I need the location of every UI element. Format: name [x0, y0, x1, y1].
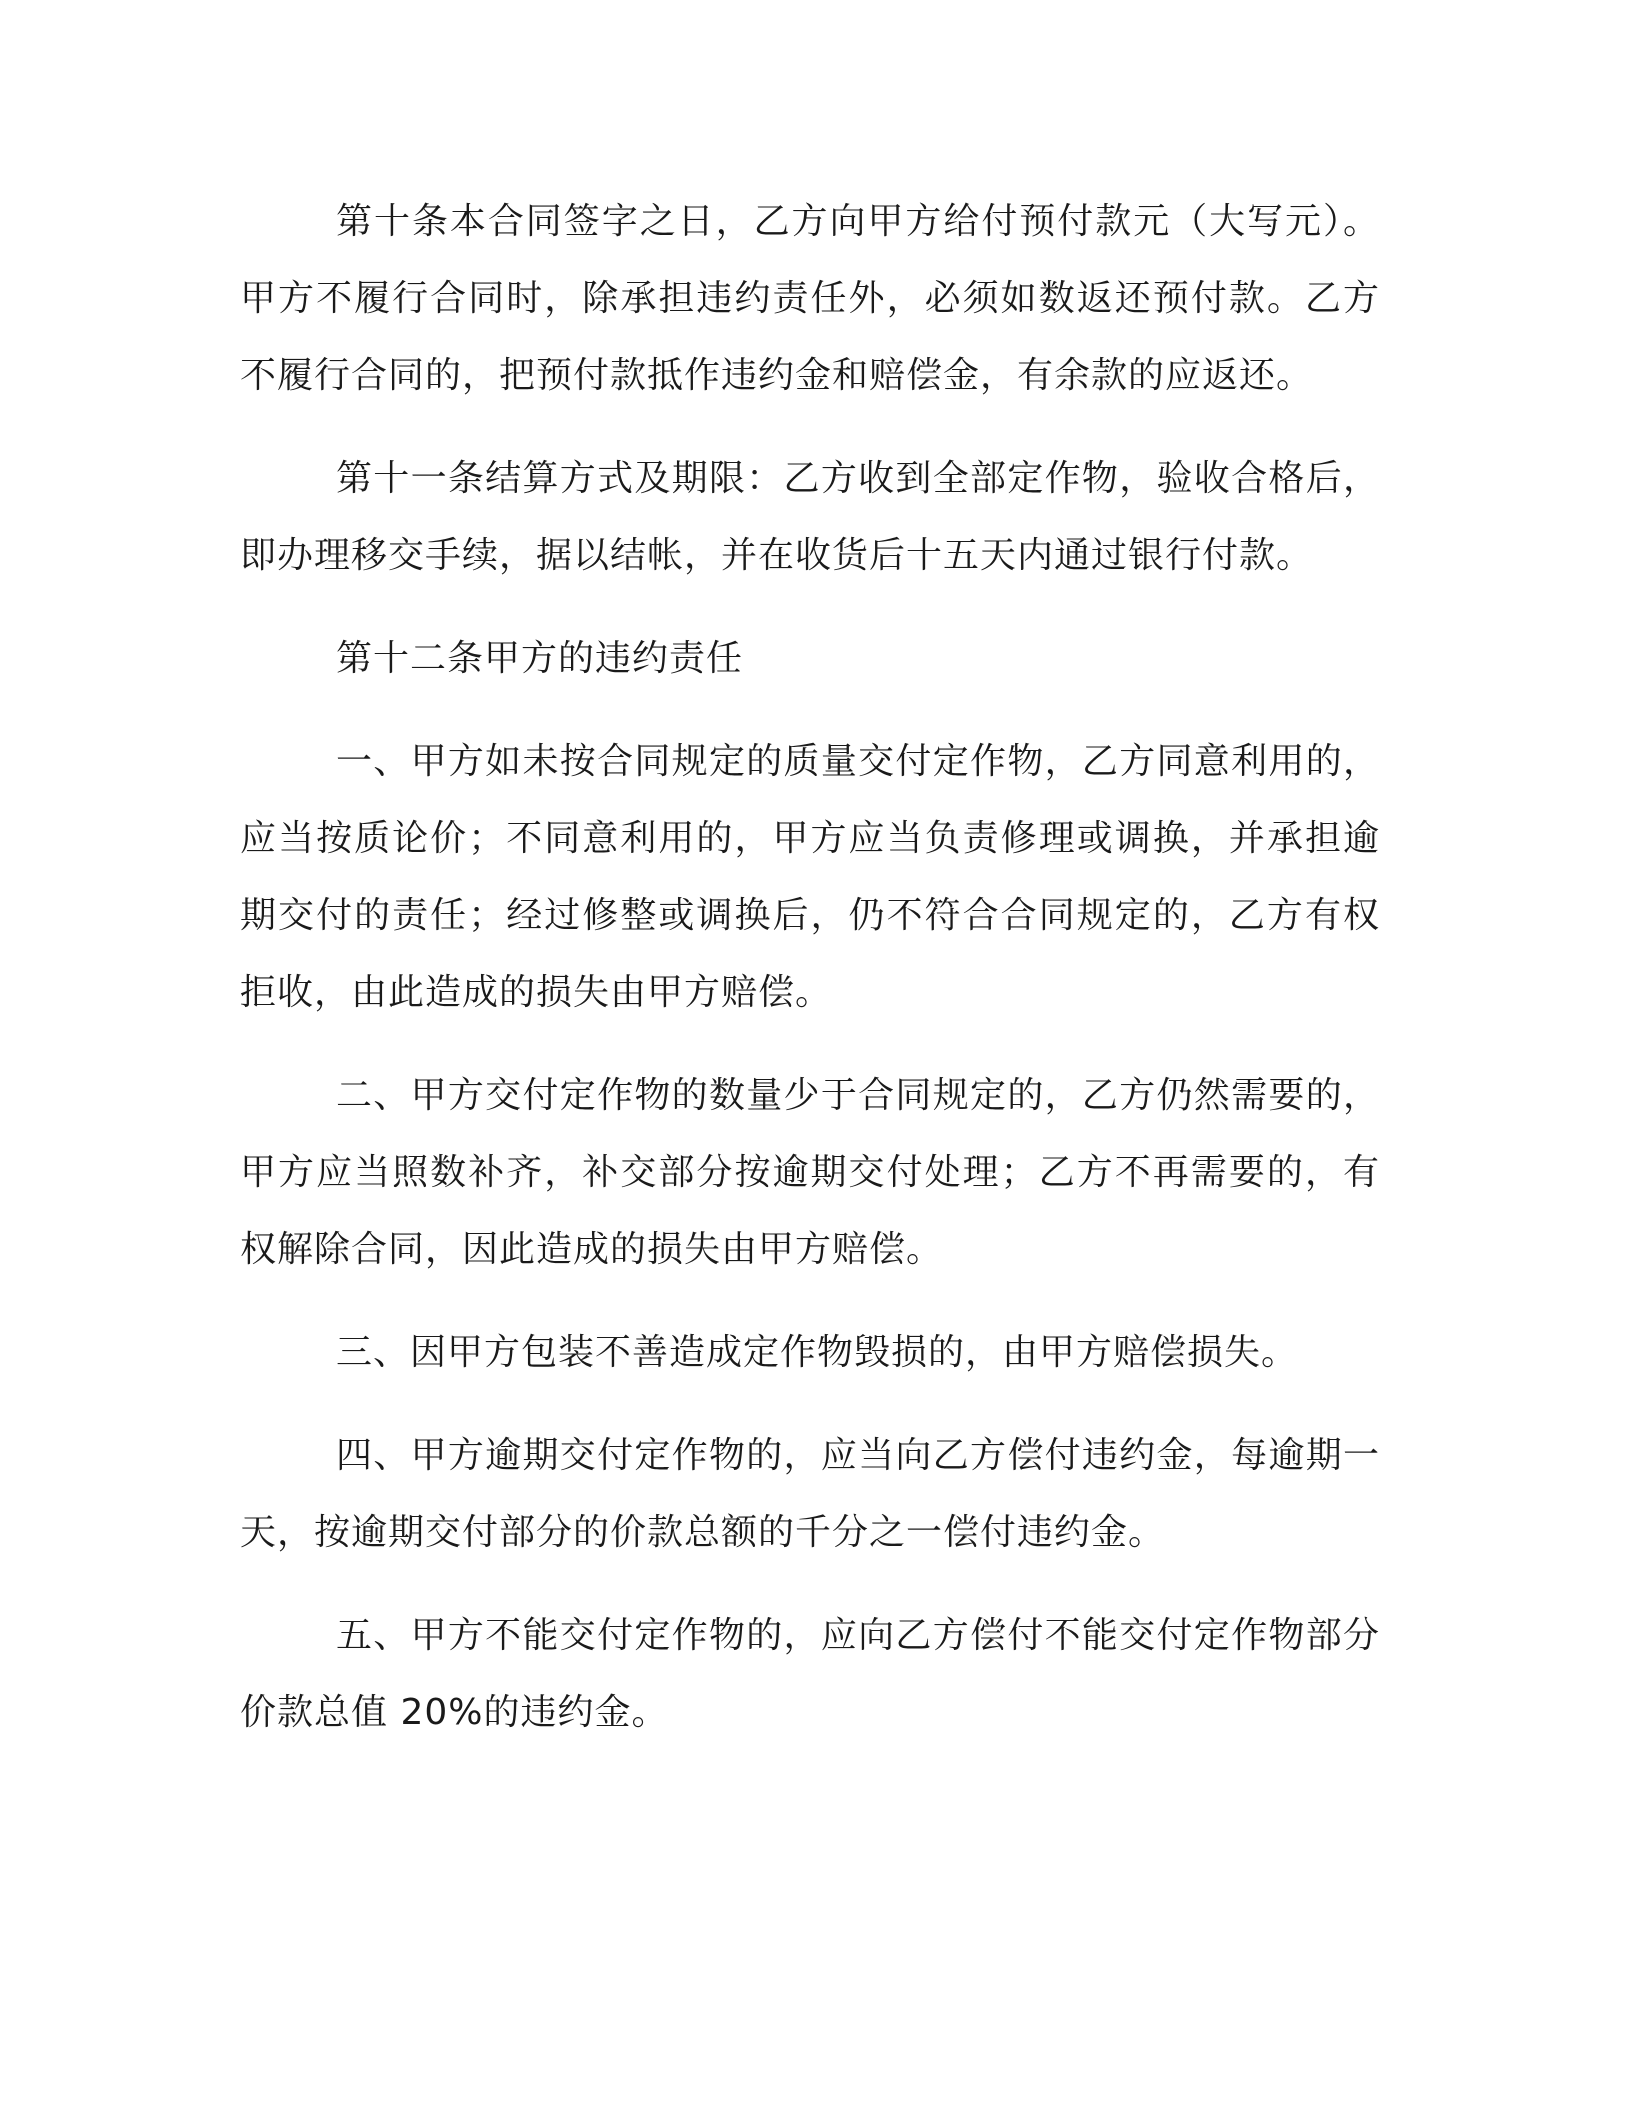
paragraph-article-12-heading: 第十二条甲方的违约责任: [336, 638, 744, 679]
paragraph-clause-3: 三、因甲方包装不善造成定作物毁损的，由甲方赔偿损失。: [336, 1332, 1299, 1373]
document-page: [240, 183, 1380, 1751]
paragraph-clause-1: 一、甲方如未按合同规定的质量交付定作物，乙方同意利用的，应当按质论价；不同意利用的，甲方应当负责修理或调换，并承担逾期交付的责任；经过修整或调换后，仍不符合合同规定的，乙方有权拒收，由此造成的损失由甲方赔偿。: [240, 741, 1380, 1013]
paragraph-clause-5: 五、甲方不能交付定作物的，应向乙方偿付不能交付定作物部分价款总值 20%的违约金。: [240, 1615, 1380, 1733]
paragraph-clause-2: 二、甲方交付定作物的数量少于合同规定的，乙方仍然需要的，甲方应当照数补齐，补交部分按逾期交付处理；乙方不再需要的，有权解除合同，因此造成的损失由甲方赔偿。: [240, 1075, 1380, 1270]
paragraph-article-11: 第十一条结算方式及期限：乙方收到全部定作物，验收合格后，即办理移交手续，据以结帐，并在收货后十五天内通过银行付款。: [240, 458, 1380, 576]
paragraph-article-10: 第十条本合同签字之日，乙方向甲方给付预付款元（大写元）。甲方不履行合同时，除承担违约责任外，必须如数返还预付款。乙方不履行合同的，把预付款抵作违约金和赔偿金，有余款的应返还。: [240, 201, 1380, 396]
paragraph-clause-4: 四、甲方逾期交付定作物的，应当向乙方偿付违约金，每逾期一天，按逾期交付部分的价款总额的千分之一偿付违约金。: [240, 1435, 1380, 1553]
